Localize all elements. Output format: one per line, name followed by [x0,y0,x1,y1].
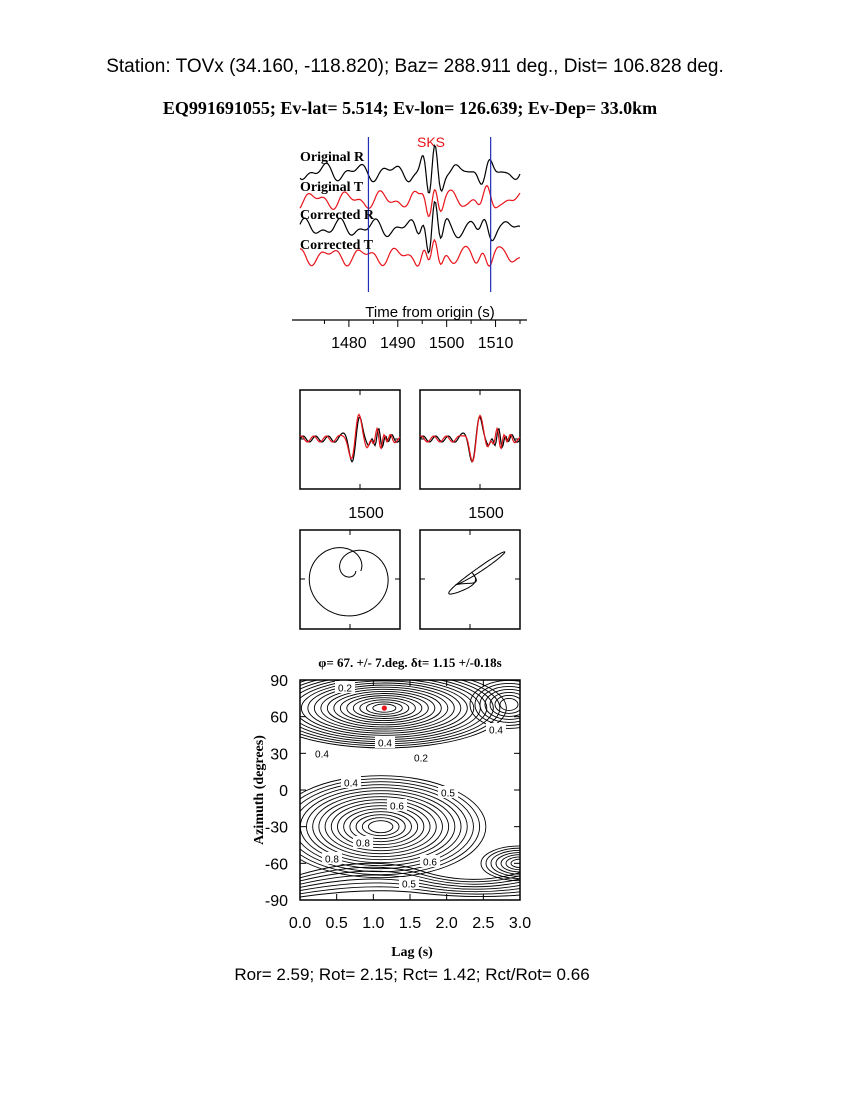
particle-motion-line [309,548,388,616]
waveform-tick-label-left: 1500 [348,505,384,522]
contour-x-tick-label: 2.5 [472,915,495,932]
contour-line [306,788,455,863]
contour-level-label: 0.5 [402,879,416,891]
ratio-summary: Ror= 2.59; Rot= 2.15; Rct= 1.42; Rct/Rot= 0.66 [234,965,590,984]
contour-y-tick-label: -90 [264,893,288,910]
contour-x-tick-label: 0.0 [288,915,312,932]
particle-motion-panel [300,530,520,629]
particle-box-left [300,530,400,629]
waveform-box-right [420,390,520,489]
time-axis-label: Time from origin (s) [365,304,495,321]
time-tick-label: 1500 [428,335,465,352]
contour-title: φ= 67. +/- 7.deg. δt= 1.15 +/-0.18s [318,655,502,670]
contour-level-label: 0.6 [423,857,437,869]
time-tick-label: 1510 [477,335,514,352]
traces-panel [292,134,527,352]
misfit-contour-panel [252,655,559,960]
contour-lines [262,668,559,897]
contour-level-label: 0.8 [325,854,339,866]
contour-y-tick-label: 30 [270,746,288,764]
contour-x-tick-label: 3.0 [508,915,532,932]
contour-ylabel: Azimuth (degrees) [252,735,267,845]
contour-x-tick-label: 1.0 [362,915,385,932]
contour-level-label: 0.8 [356,838,370,850]
contour-level-label: 0.2 [414,753,428,765]
contour-line [485,689,533,719]
time-tick-label: 1490 [379,335,416,352]
best-fit-marker [382,706,387,711]
time-axis-ticks [324,320,520,352]
contour-line [470,680,548,728]
contour-x-tick-label: 1.5 [398,915,422,932]
time-tick-label: 1480 [331,335,367,352]
contour-level-label: 0.2 [338,683,352,695]
contour-x-tick-label: 2.0 [435,915,458,932]
contour-line [356,815,405,839]
waveform-line [300,414,400,458]
contour-level-label: 0.4 [315,749,329,761]
particle-box-right [420,530,520,629]
contour-line [368,821,392,833]
contour-line [313,794,449,860]
contour-y-tick-label: 60 [270,709,288,727]
contour-xlabel: Lag (s) [391,945,433,960]
phase-label-sks: SKS [416,134,446,150]
waveform-box-left [300,390,400,489]
trace-label-corrected-r: Corrected R [300,208,374,223]
contour-line [325,800,436,854]
contour-line [480,686,538,722]
contour-y-tick-label: 0 [279,783,288,800]
contour-line [500,698,518,710]
contour-level-label: 0.4 [344,778,358,790]
waveform-comparison-panel [300,390,520,522]
contour-level-label: 0.4 [378,738,392,750]
contour-y-tick-label: -60 [264,856,288,874]
contour-line [331,803,430,851]
contour-x-tick-label: 0.5 [325,915,348,932]
particle-motion-lines [300,530,520,629]
waveform-tick-label-right: 1500 [468,505,504,522]
contour-level-label: 0.5 [441,788,455,800]
trace-label-original-t: Original T [300,180,364,195]
trace-label-original-r: Original R [300,150,365,165]
trace-label-corrected-t: Corrected T [300,238,373,253]
waveform-line [420,415,520,461]
contour-line [490,692,528,716]
waveform-lines [300,390,520,489]
event-header: EQ991691055; Ev-lat= 5.514; Ev-lon= 126.639; Ev-Dep= 33.0km [162,98,658,118]
station-header: Station: TOVx (34.160, -118.820); Baz= 288.911 deg., Dist= 106.828 deg. [106,56,724,77]
contour-level-label: 0.6 [390,801,404,813]
particle-motion-line [449,552,505,594]
contour-y-tick-label: -30 [264,819,288,837]
contour-y-tick-label: 90 [270,673,288,690]
contour-level-label: 0.4 [489,725,503,737]
